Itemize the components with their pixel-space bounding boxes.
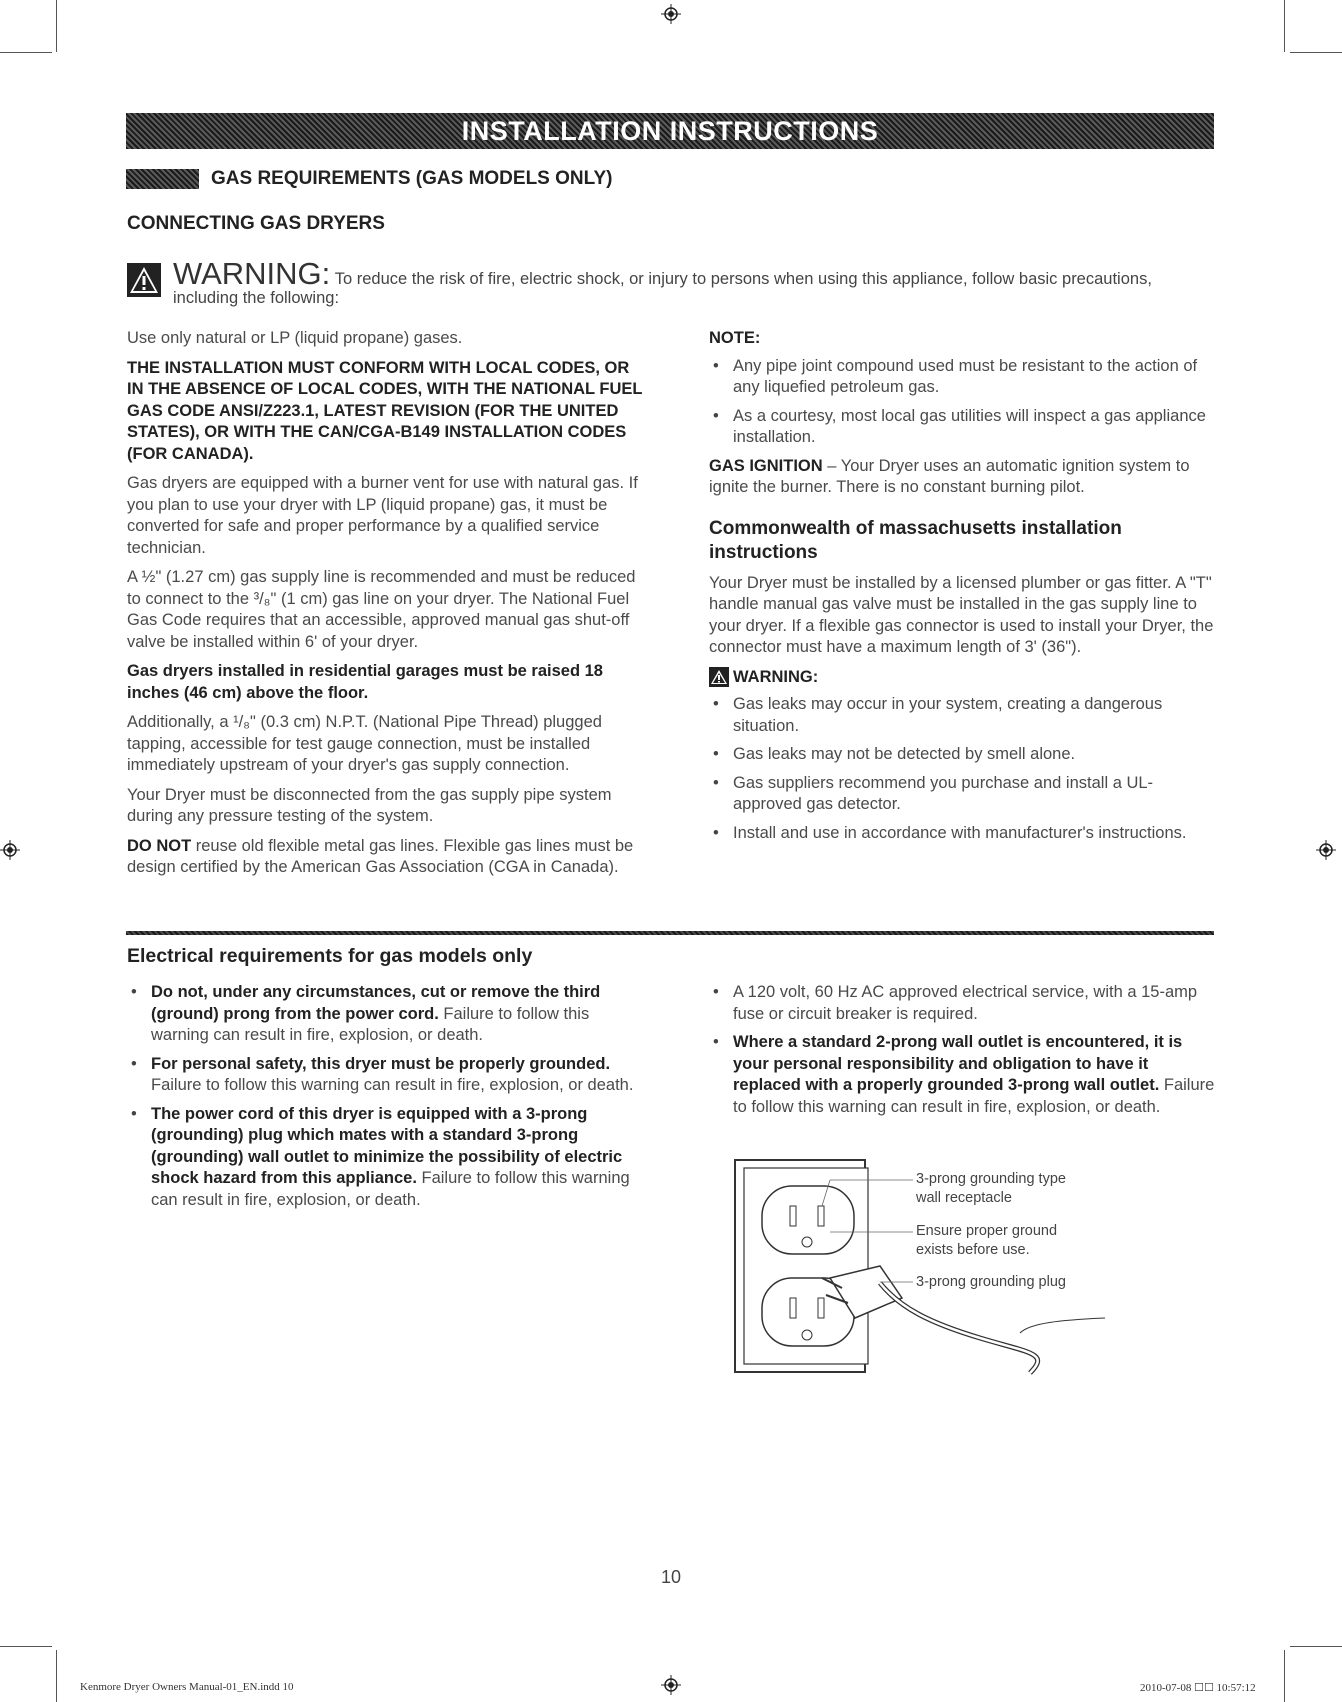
footer-timestamp: 2010-07-08 ☐☐ 10:57:12 (1140, 1682, 1256, 1694)
warning-subheading-text: WARNING: (733, 667, 819, 686)
list-item-text: Failure to follow this warning can result in fire, explosion, or death. (151, 1169, 630, 1209)
warning-icon (127, 263, 161, 297)
left-column (127, 328, 647, 887)
gas-ignition-paragraph (709, 456, 1219, 499)
warning-subheading (709, 667, 1219, 689)
note-list (709, 356, 1219, 449)
registration-mark-icon (1316, 840, 1336, 860)
crop-mark (1284, 1650, 1285, 1702)
list-item: • As a courtesy, most local gas utilities will inspect a gas appliance installation. (709, 406, 1219, 449)
paragraph (127, 836, 647, 879)
right-column (709, 328, 1219, 851)
paragraph: Gas dryers are equipped with a burner vent for use with natural gas. If you plan to use your dryer with LP (liquid propane) gas, it must be converted for safe and proper performance by a qualified service technician. (127, 474, 638, 557)
warning-text: To reduce the risk of fire, electric shock, or injury to persons when using this appliance, follow basic precautions, (334, 270, 1152, 288)
gas-ignition-text: – Your Dryer uses an automatic ignition system to ignite the burner. There is no constant burning pilot. (709, 456, 1190, 496)
crop-mark (1290, 52, 1342, 53)
do-not-text: reuse old flexible metal gas lines. Flexible gas lines must be design certified by the American Gas Association (CGA in Canada). (127, 836, 634, 876)
section-marker (126, 169, 199, 189)
do-not-label: DO NOT (127, 836, 192, 855)
diagram-label-line: wall receptacle (916, 1190, 1012, 1206)
list-item: • Install and use in accordance with manufacturer's instructions. (709, 823, 1219, 845)
list-item-text: Failure to follow this warning can result in fire, explosion, or death. (151, 1004, 590, 1044)
massachusetts-heading: Commonwealth of massachusetts installation instructions (709, 517, 1122, 563)
list-item: • Gas suppliers recommend you purchase and install a UL-approved gas detector. (709, 773, 1219, 816)
note-title: NOTE: (709, 329, 761, 347)
footer-filename: Kenmore Dryer Owners Manual-01_EN.indd 10 (80, 1681, 294, 1693)
list-item-bold: Where a standard 2-prong wall outlet is encountered, it is your personal responsibility and obligation to have it replaced with a properly grounded 3-prong wall outlet. (733, 1033, 1183, 1094)
registration-mark-icon (661, 4, 681, 24)
paragraph: Use only natural or LP (liquid propane) gases. (127, 329, 463, 347)
warning-word: WARNING: (173, 256, 331, 291)
list-item-text: A 120 volt, 60 Hz AC approved electrical service, with a 15-amp fuse or circuit breaker is required. (733, 983, 1198, 1023)
electrical-heading: Electrical requirements for gas models only (127, 945, 533, 967)
diagram-label-receptacle (916, 1170, 1066, 1208)
warning-icon (709, 667, 729, 687)
list-item: • Gas leaks may not be detected by smell alone. (709, 744, 1219, 766)
list-item (709, 1032, 1219, 1118)
electrical-right-list (709, 982, 1219, 1118)
registration-mark-icon (0, 840, 20, 860)
paragraph-garage-requirement: Gas dryers installed in residential garages must be raised 18 inches (46 cm) above the floor. (127, 662, 603, 702)
section-title: GAS REQUIREMENTS (GAS MODELS ONLY) (211, 168, 613, 189)
list-item (127, 982, 647, 1047)
list-item-text: Failure to follow this warning can result in fire, explosion, or death. (733, 1076, 1215, 1116)
list-item-bold: Do not, under any circumstances, cut or remove the third (ground) prong from the power cord. (151, 983, 601, 1023)
list-item (709, 982, 1219, 1025)
diagram-label-line: exists before use. (916, 1242, 1030, 1258)
list-item-bold: The power cord of this dryer is equipped with a 3-prong (grounding) plug which mates with a standard 3-prong (grounding) wall outlet to minimize the possibility of electric shock hazard from this appliance. (151, 1104, 623, 1187)
crop-mark (1290, 1646, 1342, 1647)
section-divider (126, 931, 1214, 935)
list-item: • Any pipe joint compound used must be resistant to the action of any liquefied petroleum gas. (709, 356, 1219, 399)
crop-mark (1284, 0, 1285, 52)
paragraph-code-requirement: THE INSTALLATION MUST CONFORM WITH LOCAL CODES, OR IN THE ABSENCE OF LOCAL CODES, WITH THE NATIONAL FUEL GAS CODE ANSI/Z223.1, LATEST REVISION (FOR THE UNITED STATES), OR WITH THE CAN/CGA-B149 INSTALLATION CODES (FOR CANADA). (127, 358, 643, 463)
paragraph: A ½" (1.27 cm) gas supply line is recommended and must be reduced to connect to the ³/₈" (1 cm) gas line on your dryer. The National Fuel Gas Code requires that an accessible, approved manual gas shut-off valve be installed within 6' of your dryer. (127, 568, 636, 651)
banner-title: INSTALLATION INSTRUCTIONS (126, 113, 1214, 149)
paragraph: Additionally, a ¹/₈" (0.3 cm) N.P.T. (National Pipe Thread) plugged tapping, accessible for test gauge connection, must be installed immediately upstream of your dryer's gas supply connection. (127, 713, 602, 774)
warning-list (709, 694, 1219, 844)
paragraph: Your Dryer must be disconnected from the gas supply pipe system during any pressure testing of the system. (127, 785, 612, 825)
electrical-left-list (127, 982, 647, 1211)
massachusetts-text: Your Dryer must be installed by a licensed plumber or gas fitter. A "T" handle manual gas valve must be installed in the gas supply line to your dryer. If a flexible gas connector is used to install your Dryer, the connector must have a maximum length of 3' (36"). (709, 573, 1214, 656)
list-item (127, 1104, 647, 1212)
warning-text-continued: including the following: (173, 289, 340, 307)
diagram-label-line: 3-prong grounding type (916, 1171, 1066, 1187)
page-number: 10 (661, 1567, 682, 1587)
diagram-label-line: Ensure proper ground (916, 1223, 1058, 1239)
crop-mark (0, 52, 52, 53)
registration-mark-icon (661, 1675, 681, 1695)
electrical-right-column (709, 982, 1219, 1125)
crop-mark (0, 1646, 52, 1647)
list-item-bold: For personal safety, this dryer must be properly grounded. (151, 1054, 611, 1073)
diagram-label-plug: 3-prong grounding plug (916, 1274, 1066, 1290)
list-item-text: Failure to follow this warning can result in fire, explosion, or death. (151, 1076, 634, 1094)
crop-mark (56, 0, 57, 52)
electrical-left-column (127, 982, 647, 1218)
gas-ignition-label: GAS IGNITION (709, 456, 823, 475)
list-item (127, 1054, 647, 1097)
crop-mark (56, 1650, 57, 1702)
section-subtitle: CONNECTING GAS DRYERS (127, 213, 385, 234)
diagram-label-ground (916, 1222, 1057, 1260)
list-item: • Gas leaks may occur in your system, creating a dangerous situation. (709, 694, 1219, 737)
